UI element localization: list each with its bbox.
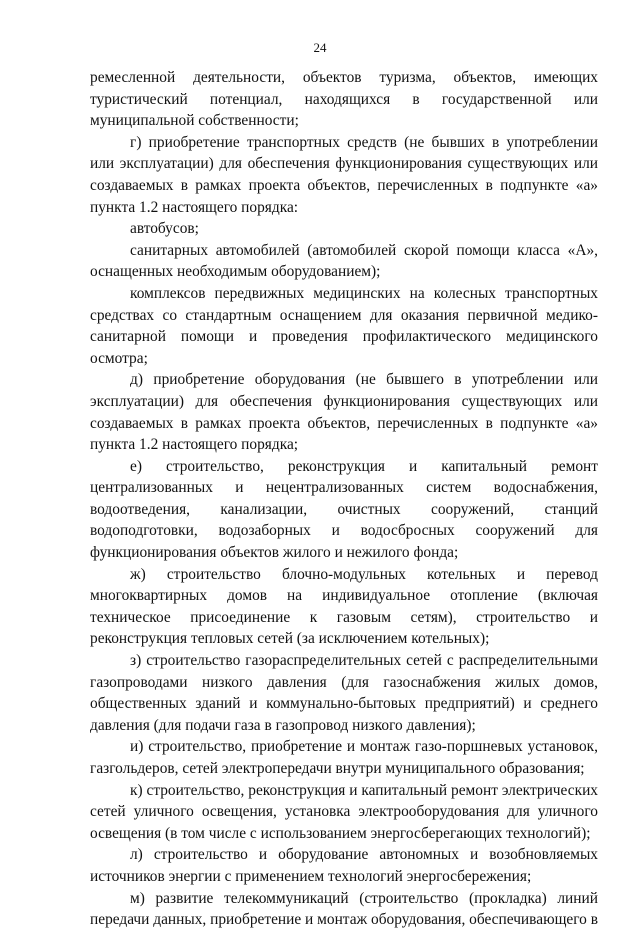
paragraph-continuation: ремесленной деятельности, объектов туризма, объектов, имеющих туристический потенциал, находящихся в государственной или муниципальной собственности; [90,69,598,130]
paragraph-item-m: м) развитие телекоммуникаций (строительство (прокладка) линий передачи данных, приобретение и монтаж оборудования, обеспечивающего в [90,889,598,929]
paragraph-buses: автобусов; [130,220,199,238]
paragraph-ambulances: санитарных автомобилей (автомобилей скорой помощи класса «А», оснащенных необходимым оборудованием); [90,241,598,281]
document-body [90,67,598,931]
paragraph-item-k: к) строительство, реконструкция и капитальный ремонт электрических сетей уличного освещения, установка электрооборудования для уличного освещения (в том числе с использованием энергосберегающих технологий); [90,781,598,842]
paragraph-item-z: з) строительство газораспределительных сетей с распределительными газопроводами низкого давления (для газоснабжения жилых домов, общественных зданий и коммунально-бытовых предприятий) и среднего давления (для подачи газа в газопровод низкого давления); [90,652,598,734]
paragraph-mobile-medical-complexes: комплексов передвижных медицинских на колесных транспортных средствах со стандартным оснащением для оказания первичной медико-санитарной помощи и проведения профилактического медицинского осмотра; [90,284,598,367]
paragraph-item-i: и) строительство, приобретение и монтаж газо-поршневых установок, газгольдеров, сетей электропередачи внутри муниципального образования; [90,738,598,777]
page-number: 24 [313,40,327,55]
paragraph-item-d: д) приобретение оборудования (не бывшего в употреблении или эксплуатации) для обеспечения функционирования существующих или создаваемых в рамках проекта объектов, перечисленных в подпункте «а» пункта 1.2 настоящего порядка; [90,371,598,454]
paragraph-item-zh: ж) строительство блочно-модульных котельных и перевод многоквартирных домов на индивидуальное отопление (включая техническое присоединение к газовым сетям), строительство и реконструкция тепловых сетей (за исключением котельных); [90,565,598,648]
paragraph-item-g: г) приобретение транспортных средств (не бывших в употреблении или эксплуатации) для обеспечения функционирования существующих или создаваемых в рамках проекта объектов, перечисленных в подпункте «а» пункта 1.2 настоящего порядка: [90,133,598,216]
paragraph-item-e: е) строительство, реконструкция и капитальный ремонт централизованных и нецентрализованных систем водоснабжения, водоотведения, канализации, очистных сооружений, станций водоподготовки, водозаборных и водосбросных сооружений для функционирования объектов жилого и нежилого фонда; [90,457,598,562]
paragraph-item-l: л) строительство и оборудование автономных и возобновляемых источников энергии с применением технологий энергосбережения; [90,846,598,885]
